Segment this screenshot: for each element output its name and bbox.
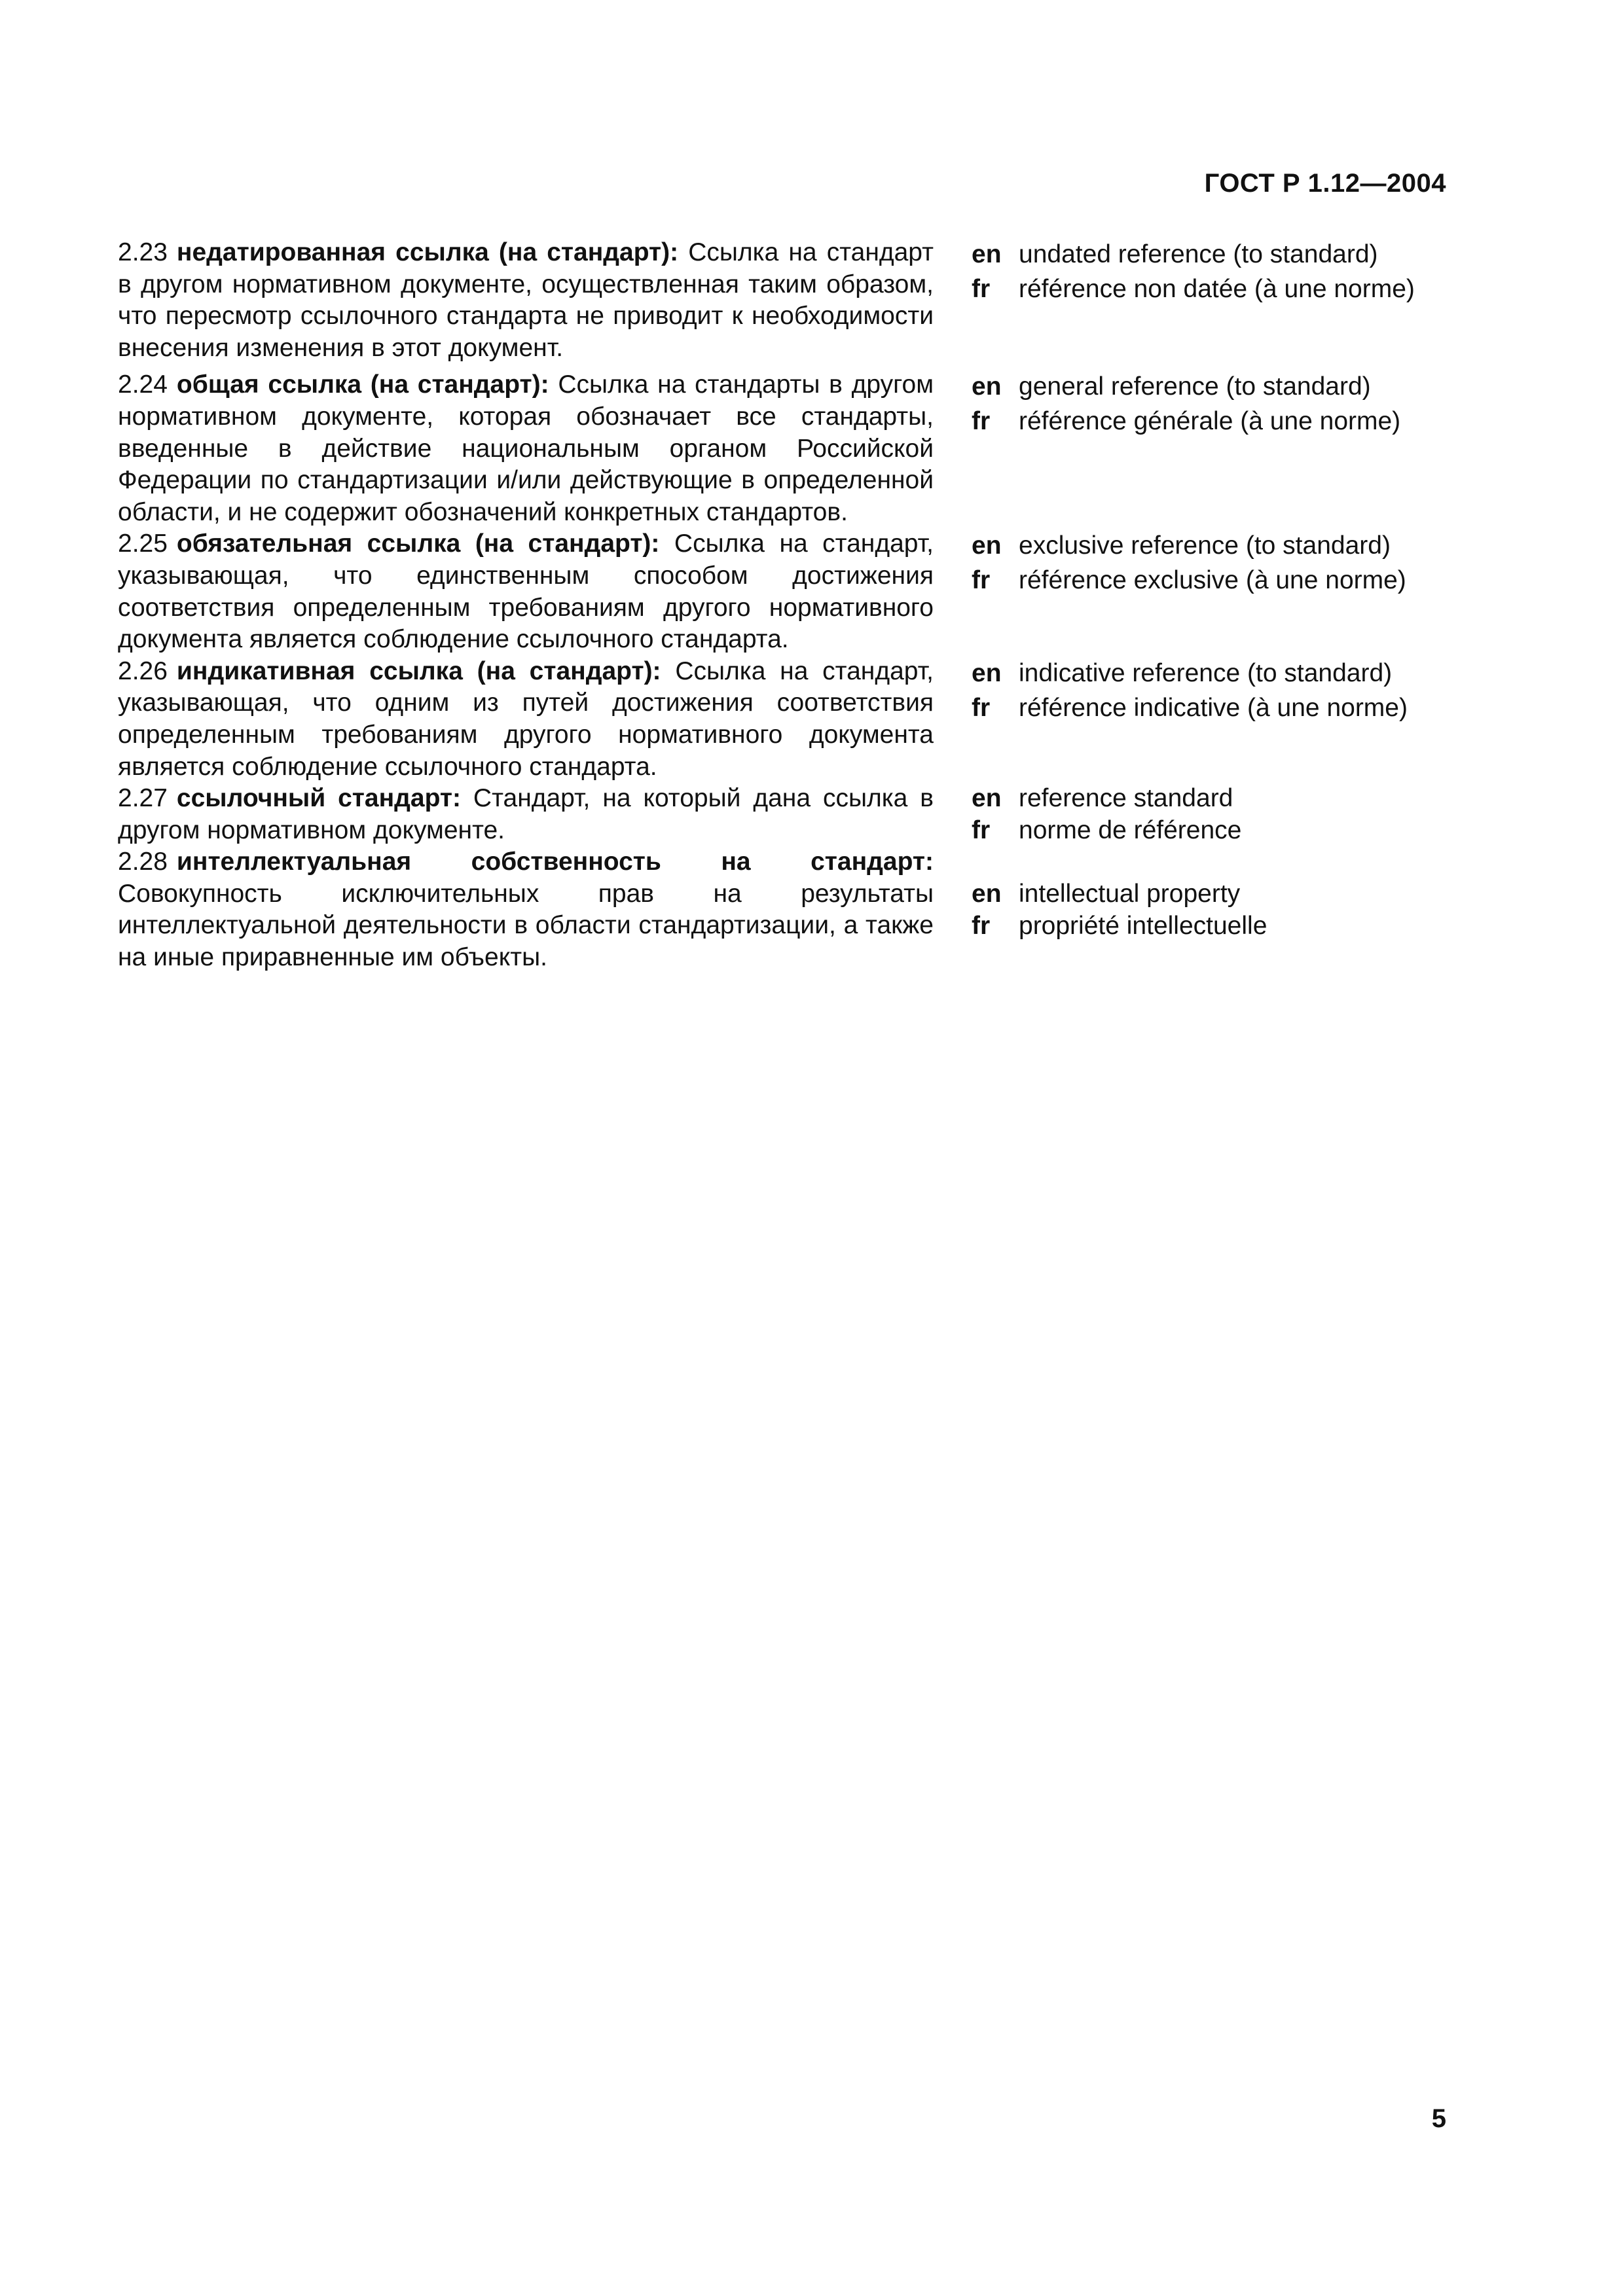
translation-text: exclusive reference (to standard): [1019, 531, 1391, 560]
term-translations: [972, 656, 1447, 725]
term-entry-2-27: [118, 783, 1447, 846]
translation-text: general reference (to standard): [1019, 372, 1371, 401]
language-code: en: [972, 880, 1002, 908]
translation-text: référence indicative (à une norme): [1019, 693, 1408, 722]
terms-list: [118, 237, 1447, 974]
translation-text: référence exclusive (à une norme): [1019, 566, 1406, 595]
definition-text: Ссылка на стандарт, указывающая, что одним из путей достижения соответствия определенным требованиям другого нормативного документа является соблюдение ссылочного стандарта.: [118, 656, 934, 781]
term-number: 2.24: [118, 370, 168, 399]
language-code: en: [972, 240, 1002, 268]
language-code: en: [972, 531, 1002, 560]
language-code: fr: [972, 275, 991, 303]
translation-fr: [972, 272, 1447, 306]
translation-en: [972, 369, 1447, 404]
term-name: индикативная ссылка (на стандарт):: [176, 656, 661, 685]
definition-text: Ссылка на стандарт, указывающая, что единственным способом достижения соответствия определенным требованиям другого нормативного документа является соблюдение ссылочного стандарта.: [118, 529, 934, 654]
translation-fr: [972, 691, 1447, 725]
term-entry-2-24: [118, 369, 1447, 528]
translation-en: [972, 656, 1447, 691]
term-definition: [118, 656, 934, 783]
translation-text: propriété intellectuelle: [1019, 911, 1267, 940]
term-entry-2-23: [118, 237, 1447, 364]
term-entry-2-26: [118, 656, 1447, 783]
term-translations: [972, 528, 1447, 598]
definition-text: Ссылка на стандарт в другом нормативном документе, осуществленная таким образом, что пересмотр ссылочного стандарта не приводит к необходимости внесения изменения в этот документ.: [118, 238, 934, 362]
term-number: 2.26: [118, 656, 168, 685]
term-definition: [118, 369, 934, 528]
term-name: ссылочный стандарт:: [176, 784, 461, 813]
term-translations: [972, 878, 1447, 942]
definition-text: Ссылка на стандарты в другом нормативном документе, которая обозначает все стандарты, введенные в действие национальным органом Российской Федерации по стандартизации и/или действующие в определенной области, и не содержит обозначений конкретных стандартов.: [118, 370, 934, 526]
translation-en: [972, 528, 1447, 563]
term-definition: [118, 528, 934, 655]
translation-text: référence non datée (à une norme): [1019, 275, 1415, 303]
term-number: 2.27: [118, 784, 168, 813]
definition-text: Стандарт, на который дана ссылка в другом нормативном документе.: [118, 784, 934, 844]
translation-text: référence générale (à une norme): [1019, 407, 1401, 436]
translation-text: norme de référence: [1019, 816, 1242, 844]
term-definition: [118, 846, 934, 973]
term-translations: [972, 369, 1447, 439]
language-code: en: [972, 658, 1002, 687]
translation-en: [972, 783, 1447, 815]
term-definition: [118, 783, 934, 846]
language-code: en: [972, 372, 1002, 401]
language-code: fr: [972, 693, 991, 722]
translation-text: intellectual property: [1019, 880, 1241, 908]
language-code: fr: [972, 911, 991, 940]
translation-en: [972, 237, 1447, 272]
document-header-gost: ГОСТ Р 1.12—2004: [1204, 169, 1446, 198]
term-number: 2.23: [118, 238, 168, 266]
language-code: fr: [972, 816, 991, 844]
term-name: недатированная ссылка (на стандарт):: [176, 238, 679, 266]
translation-fr: [972, 563, 1447, 598]
term-definition: [118, 237, 934, 364]
translation-text: reference standard: [1019, 784, 1233, 813]
language-code: fr: [972, 407, 991, 436]
translation-en: [972, 878, 1447, 910]
term-name: обязательная ссылка (на стандарт):: [176, 529, 660, 558]
term-entry-2-25: [118, 528, 1447, 655]
language-code: en: [972, 784, 1002, 813]
term-number: 2.28: [118, 848, 168, 876]
definition-text: Совокупность исключительных прав на результаты интеллектуальной деятельности в области стандартизации, а также на иные приравненные им объекты.: [118, 879, 934, 972]
term-name: интеллектуальная собственность на стандарт:: [176, 848, 934, 876]
term-translations: [972, 783, 1447, 846]
translation-fr: [972, 910, 1447, 942]
translation-text: undated reference (to standard): [1019, 240, 1378, 268]
page-number: 5: [1431, 2104, 1446, 2133]
translation-fr: [972, 404, 1447, 439]
term-translations: [972, 237, 1447, 306]
translation-fr: [972, 815, 1447, 847]
language-code: fr: [972, 566, 991, 595]
term-number: 2.25: [118, 529, 168, 558]
term-name: общая ссылка (на стандарт):: [176, 370, 549, 399]
translation-text: indicative reference (to standard): [1019, 658, 1393, 687]
